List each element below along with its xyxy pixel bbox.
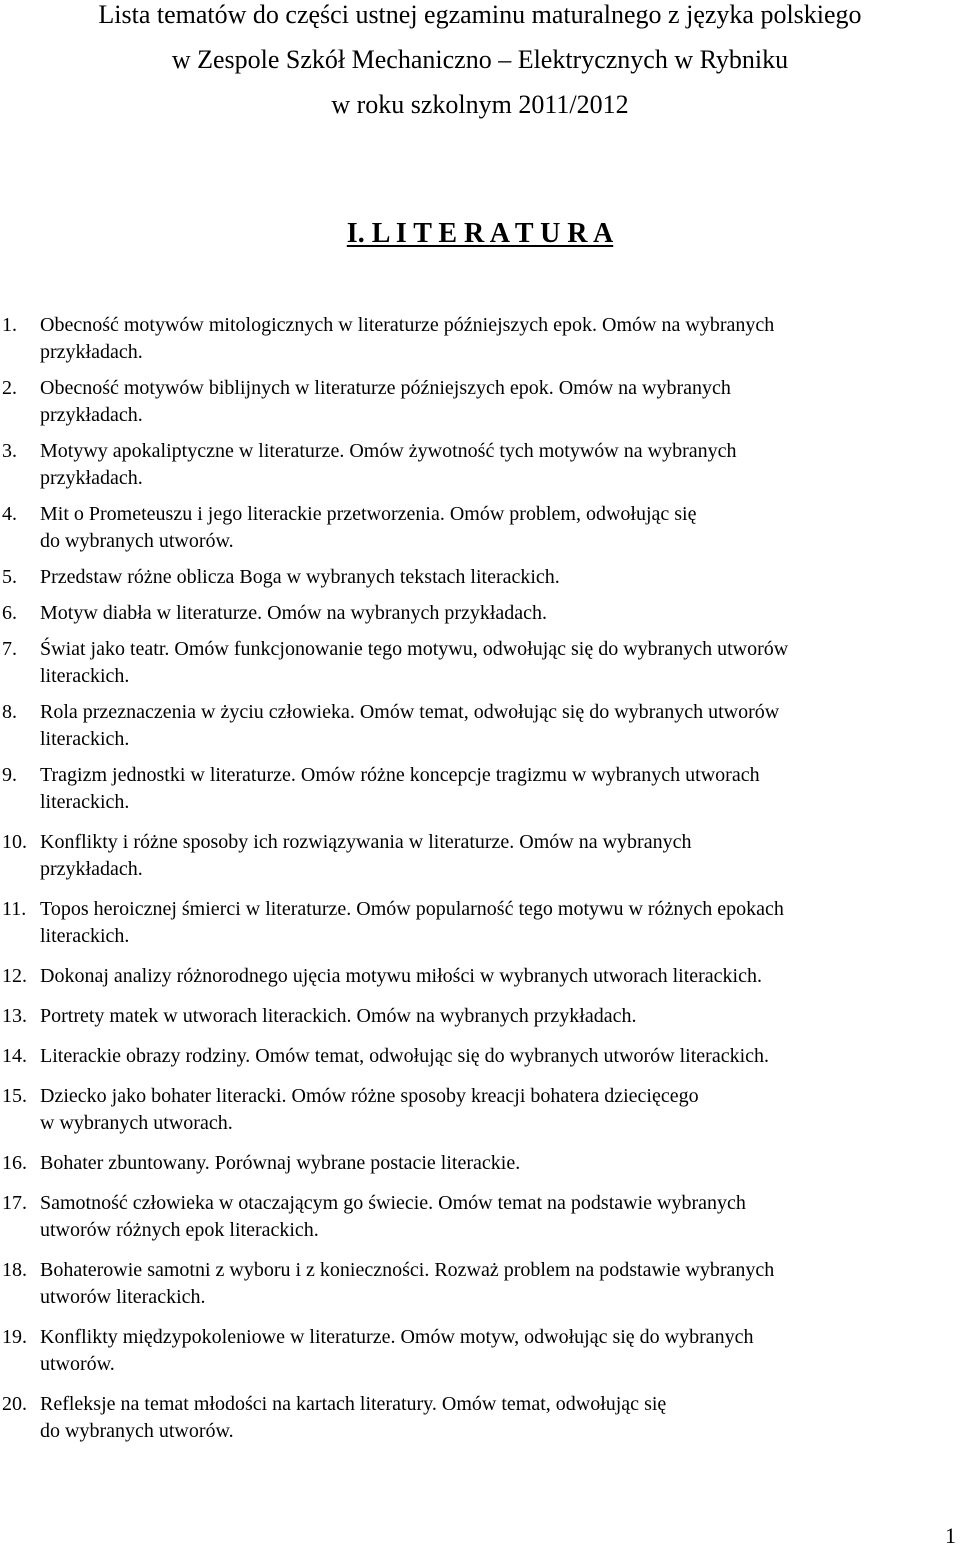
- topic-item: [0, 1083, 960, 1137]
- topic-text-line: literackich.: [40, 665, 130, 687]
- topic-item: [0, 1003, 960, 1030]
- topic-number: 19.: [2, 1326, 27, 1348]
- topic-text-line: Topos heroicznej śmierci w literaturze. Omów popularność tego motywu w różnych epokach: [40, 898, 784, 920]
- topic-text-line: Świat jako teatr. Omów funkcjonowanie tego motywu, odwołując się do wybranych utworów: [40, 638, 789, 660]
- topic-number: 18.: [2, 1259, 27, 1281]
- topic-text: [40, 312, 960, 366]
- document-header: [0, 0, 960, 127]
- topic-number: 2.: [2, 377, 17, 399]
- topic-text-line: Obecność motywów biblijnych w literaturze późniejszych epok. Omów na wybranych: [40, 377, 731, 399]
- topic-item: [0, 1324, 960, 1378]
- topic-item: [0, 501, 960, 555]
- topic-text: [40, 1003, 960, 1030]
- topic-text: [40, 829, 960, 883]
- topic-text: [40, 438, 960, 492]
- header-title-line-3: w roku szkolnym 2011/2012: [331, 90, 629, 119]
- topic-number: 6.: [2, 602, 17, 624]
- topic-item: [0, 564, 960, 591]
- topic-item: [0, 312, 960, 366]
- topic-item: [0, 963, 960, 990]
- topic-number: 9.: [2, 764, 17, 786]
- topic-text-line: Portrety matek w utworach literackich. Omów na wybranych przykładach.: [40, 1005, 637, 1027]
- topic-text: [40, 1150, 960, 1177]
- topic-text-line: Literackie obrazy rodziny. Omów temat, odwołując się do wybranych utworów literackich.: [40, 1045, 770, 1067]
- topic-item: [0, 1257, 960, 1311]
- topic-number: 5.: [2, 566, 17, 588]
- topic-number: 7.: [2, 638, 17, 660]
- section-heading-text: I. L I T E R A T U R A: [346, 218, 614, 249]
- topic-text-line: literackich.: [40, 925, 130, 947]
- topic-number: 14.: [2, 1045, 27, 1067]
- topic-text-line: Dokonaj analizy różnorodnego ujęcia motywu miłości w wybranych utworach literackich.: [40, 965, 762, 987]
- topic-text-line: przykładach.: [40, 341, 143, 363]
- topic-text-line: Obecność motywów mitologicznych w literaturze późniejszych epok. Omów na wybranych: [40, 314, 775, 336]
- topic-text-line: Bohaterowie samotni z wyboru i z konieczności. Rozważ problem na podstawie wybranych: [40, 1259, 775, 1281]
- header-title-line-1: Lista tematów do części ustnej egzaminu maturalnego z języka polskiego: [98, 0, 862, 29]
- topic-text-line: Rola przeznaczenia w życiu człowieka. Omów temat, odwołując się do wybranych utworów: [40, 701, 780, 723]
- topic-number: 11.: [2, 898, 27, 920]
- topic-item: [0, 636, 960, 690]
- topic-text-line: do wybranych utworów.: [40, 1420, 234, 1442]
- topic-item: [0, 762, 960, 816]
- topic-text: [40, 963, 960, 990]
- topic-text: [40, 375, 960, 429]
- topic-item: [0, 375, 960, 429]
- topic-text: [40, 1257, 960, 1311]
- topic-text: [40, 501, 960, 555]
- topic-text-line: utworów różnych epok literackich.: [40, 1219, 319, 1241]
- topic-text-line: w wybranych utworach.: [40, 1112, 233, 1134]
- topic-text-line: utworów.: [40, 1353, 115, 1375]
- topic-text-line: Motyw diabła w literaturze. Omów na wybranych przykładach.: [40, 602, 548, 624]
- topic-text-line: Konflikty międzypokoleniowe w literaturze. Omów motyw, odwołując się do wybranych: [40, 1326, 754, 1348]
- page-number: 1: [945, 1523, 956, 1548]
- section-heading: [0, 214, 960, 254]
- topic-text-line: Refleksje na temat młodości na kartach literatury. Omów temat, odwołując się: [40, 1393, 667, 1415]
- topic-number: 12.: [2, 965, 27, 987]
- topic-text-line: przykładach.: [40, 858, 143, 880]
- header-title-line-2: w Zespole Szkół Mechaniczno – Elektrycznych w Rybniku: [171, 45, 789, 74]
- topic-item: [0, 1043, 960, 1070]
- topic-text-line: utworów literackich.: [40, 1286, 206, 1308]
- topic-item: [0, 829, 960, 883]
- topic-text-line: przykładach.: [40, 404, 143, 426]
- topic-text-line: przykładach.: [40, 467, 143, 489]
- topic-text: [40, 699, 960, 753]
- topic-text: [40, 762, 960, 816]
- topic-number: 15.: [2, 1085, 27, 1107]
- topic-text: [40, 1324, 960, 1378]
- topic-item: [0, 438, 960, 492]
- topic-text-line: literackich.: [40, 728, 130, 750]
- topic-number: 16.: [2, 1152, 27, 1174]
- topic-text: [40, 1391, 960, 1445]
- topic-text: [40, 1190, 960, 1244]
- topic-number: 20.: [2, 1393, 27, 1415]
- topic-number: 3.: [2, 440, 17, 462]
- topic-text-line: Motywy apokaliptyczne w literaturze. Omów żywotność tych motywów na wybranych: [40, 440, 737, 462]
- topic-list: [0, 312, 960, 1445]
- topic-number: 17.: [2, 1192, 27, 1214]
- topic-text-line: Bohater zbuntowany. Porównaj wybrane postacie literackie.: [40, 1152, 521, 1174]
- topic-text: [40, 896, 960, 950]
- topic-text: [40, 564, 960, 591]
- topic-number: 10.: [2, 831, 27, 853]
- topic-item: [0, 600, 960, 627]
- topic-item: [0, 1150, 960, 1177]
- topic-text-line: Przedstaw różne oblicza Boga w wybranych tekstach literackich.: [40, 566, 560, 588]
- topic-text-line: Dziecko jako bohater literacki. Omów różne sposoby kreacji bohatera dziecięcego: [40, 1085, 699, 1107]
- topic-text: [40, 600, 960, 627]
- topic-text-line: Mit o Prometeuszu i jego literackie przetworzenia. Omów problem, odwołując się: [40, 503, 697, 525]
- topic-item: [0, 896, 960, 950]
- topic-text: [40, 636, 960, 690]
- topic-text-line: do wybranych utworów.: [40, 530, 234, 552]
- topic-text-line: Tragizm jednostki w literaturze. Omów różne koncepcje tragizmu w wybranych utworach: [40, 764, 760, 786]
- topic-text-line: literackich.: [40, 791, 130, 813]
- topic-text-line: Samotność człowieka w otaczającym go świecie. Omów temat na podstawie wybranych: [40, 1192, 746, 1214]
- topic-text: [40, 1083, 960, 1137]
- topic-number: 13.: [2, 1005, 27, 1027]
- topic-item: [0, 699, 960, 753]
- topic-text: [40, 1043, 960, 1070]
- topic-number: 8.: [2, 701, 17, 723]
- topic-item: [0, 1391, 960, 1445]
- topic-number: 1.: [2, 314, 17, 336]
- topic-text-line: Konflikty i różne sposoby ich rozwiązywania w literaturze. Omów na wybranych: [40, 831, 692, 853]
- topic-item: [0, 1190, 960, 1244]
- topic-number: 4.: [2, 503, 17, 525]
